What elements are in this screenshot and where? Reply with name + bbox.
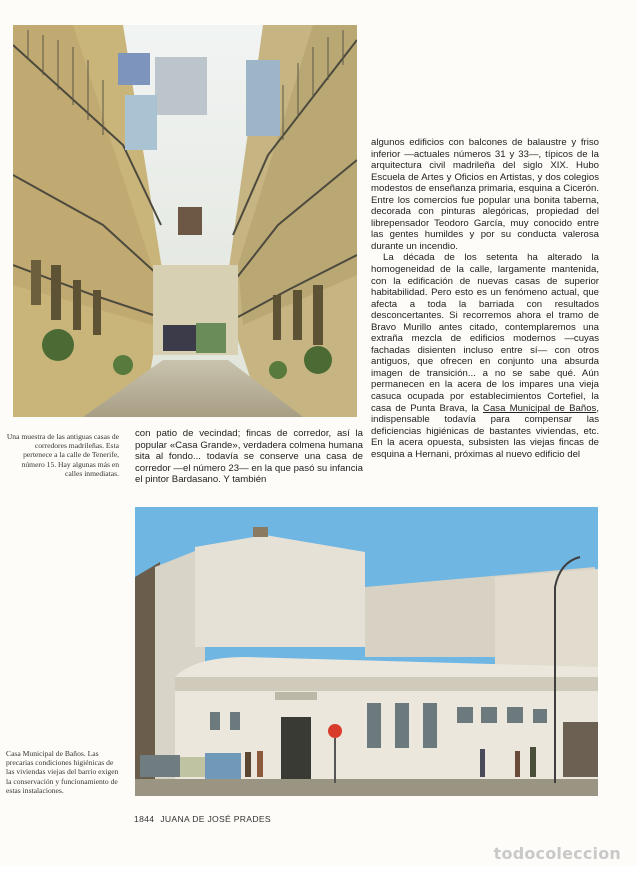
paragraph-2 [371, 252, 599, 460]
page-folio [134, 814, 271, 824]
courtyard-photo [13, 25, 357, 417]
paragraph-2-part-b: , indispensable todavía para compensar las deficiencias higiénicas de bastantes viviendas, etc. En la acera opuesta, subsisten las viejas fincas de esquina a Hernani, próximas al nuevo edificio del [371, 402, 599, 460]
paragraph-2-part-a: La década de los setenta ha alterado la homogeneidad de la calle, largamente mantenida, con la edificación de nuevas casas de superior habitabilidad. Pero esto es un fenómeno actual, que afecta a toda la barriada con resultados desconcertantes. Si recorremos ahora el tramo de Bravo Murillo antes citado, contemplaremos una extraña mezcla de edificios modernos —cuyas fachadas disienten incluso entre sí— con otros antiguos, que ofrecen en conjunto una absurda imagen de transición... a no se sabe qué. Aún permanecen en la acera de los impares una vieja casuca ocupada por establecimientos Cortefiel, la casa de Punta Brava, la [371, 252, 599, 414]
paragraph-1: algunos edificios con balcones de balaustre y friso inferior —actuales números 31 y 33—, típicos de la arquitectura civil madrileña del siglo XIX. Hubo Escuela de Artes y Oficios en Artistas, y dos colegios modestos de enseñanza primaria, esquina a Cicerón. Entre los comercios fue popular una bonita taberna, decorada con pinturas alegóricas, propiedad del librepensador Teodoro García, muy conocido entre las gentes humildes y por su conducta valerosa durante un incendio. [371, 137, 599, 252]
bathhouse-photo [135, 507, 598, 796]
watermark-logo: todocoleccion [493, 844, 621, 863]
courtyard-caption: Una muestra de las antiguas casas de corredores madrileñas. Esta pertenece a la calle de Tenerife, número 15. Hay algunas más en calles inmediatas. [6, 432, 119, 478]
left-paragraph: con patio de vecindad; fincas de corredor, así la popular «Casa Grande», verdadera colmena humana sita al fondo... todavía se conserve una casa de corredor —el número 23— en la que pasó su infancia el pintor Bardasano. Y también [135, 428, 363, 486]
page-number: 1844 [134, 814, 155, 824]
bathhouse-illustration [135, 507, 598, 796]
right-text-column [371, 137, 599, 497]
casa-municipal-link: Casa Municipal de Baños [483, 402, 597, 414]
left-text-column [135, 428, 363, 504]
bathhouse-caption: Casa Municipal de Baños. Las precarias condiciones higiénicas de las viviendas viejas del barrio exigen la conservación y funcionamiento de estas instalaciones. [6, 749, 119, 795]
bottom-band [0, 866, 637, 876]
courtyard-illustration [13, 25, 357, 417]
author-name: JUANA DE JOSÉ PRADES [160, 814, 271, 824]
